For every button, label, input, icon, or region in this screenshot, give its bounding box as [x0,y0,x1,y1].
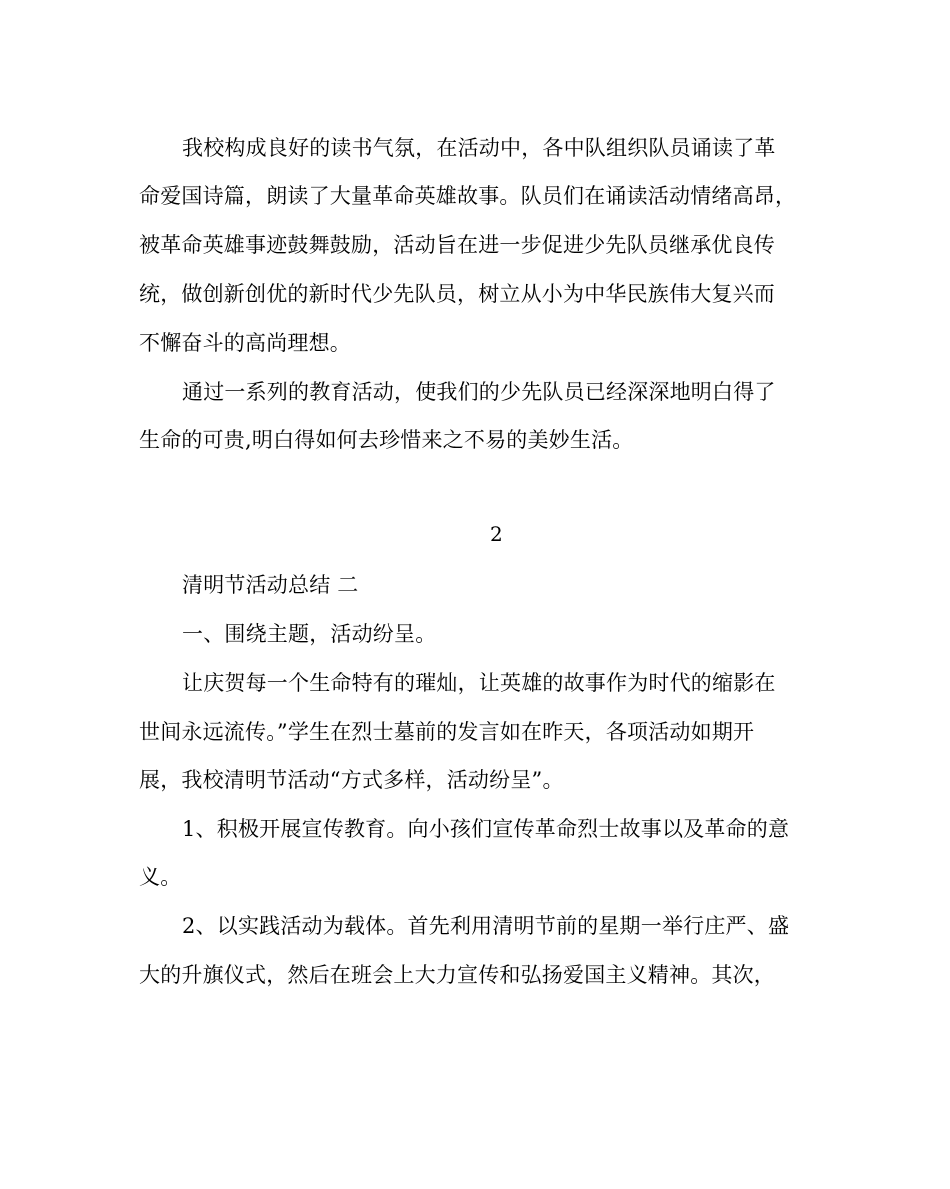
paragraph-line: 命爱国诗篇，朗读了大量革命英雄故事。队员们在诵读活动情绪高昂， [139,184,797,208]
section-title: 清明节活动总结 二 [182,573,359,597]
paragraph-line: 1、积极开展宣传教育。向小孩们宣传革命烈士故事以及革命的意 [182,817,790,841]
paragraph-line: 展，我校清明节活动“方式多样，活动纷呈”。 [139,768,564,792]
paragraph-line: 世间永远流传。”学生在烈士墓前的发言如在昨天，各项活动如期开 [139,720,755,744]
paragraph-line: 不懈奋斗的高尚理想。 [139,331,351,355]
paragraph-line: 通过一系列的教育活动，使我们的少先队员已经深深地明白得了 [182,380,776,404]
paragraph-line: 义。 [139,865,182,889]
paragraph-line: 生命的可贵,明白得如何去珍惜来之不易的美妙生活。 [139,428,634,452]
paragraph-line: 我校构成良好的读书气氛，在活动中，各中队组织队员诵读了革 [182,136,776,160]
page-number: 2 [490,522,503,546]
paragraph-line: 2、以实践活动为载体。首先利用清明节前的星期一举行庄严、盛 [182,914,790,938]
heading-theme-activities: 一、围绕主题，活动纷呈。 [182,622,437,646]
paragraph-line: 大的升旗仪式，然后在班会上大力宣传和弘扬爱国主义精神。其次， [139,963,775,987]
paragraph-line: 统，做创新创优的新时代少先队员，树立从小为中华民族伟大复兴而 [139,282,775,306]
paragraph-line: 让庆贺每一个生命特有的璀灿，让英雄的故事作为时代的缩影在 [182,671,776,695]
paragraph-line: 被革命英雄事迹鼓舞鼓励，活动旨在进一步促进少先队员继承优良传 [139,233,775,257]
